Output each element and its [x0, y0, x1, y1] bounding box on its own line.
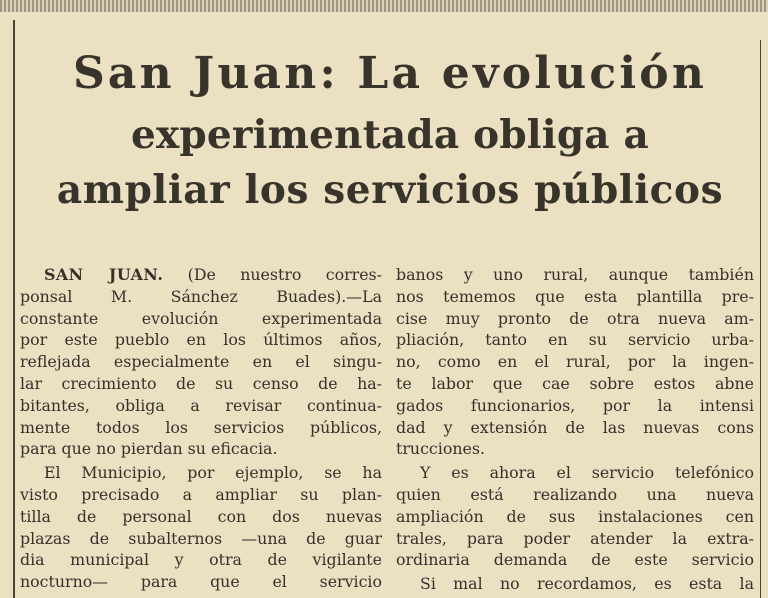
body-line: constante evolución experimentada	[20, 308, 382, 328]
body-line: ampliación de sus instalaciones cen	[396, 506, 754, 526]
article-column-right	[396, 264, 754, 595]
body-line: mente todos los servicios públicos,	[20, 417, 382, 437]
body-line: trucciones.	[396, 439, 485, 459]
body-line: trales, para poder atender la extra-	[396, 528, 754, 548]
top-border-band	[0, 0, 768, 12]
body-line: quien está realizando una nueva	[396, 484, 754, 504]
body-line: no, como en el rural, por la ingen-	[396, 352, 754, 372]
body-line: por este pueblo en los últimos años,	[20, 330, 382, 350]
body-line: visto precisado a ampliar su plan-	[20, 484, 382, 504]
body-line: dad y extensión de las nuevas cons	[396, 417, 754, 437]
article-headline	[20, 48, 760, 213]
body-line: Y es ahora el servicio telefónico	[420, 463, 754, 483]
body-line: SAN JUAN. (De nuestro corres-	[44, 265, 382, 284]
headline-line-2: experimentada obliga a	[130, 112, 650, 158]
article-column-left	[20, 264, 382, 593]
body-line: plazas de subalternos —una de guar	[20, 528, 382, 548]
body-line: bitantes, obliga a revisar continua-	[20, 395, 382, 415]
body-line: tilla de personal con dos nuevas	[20, 506, 382, 526]
body-line: reflejada especialmente en el singu-	[20, 352, 382, 372]
body-line: dia municipal y otra de vigilante	[20, 550, 382, 570]
headline-line-3: ampliar los servicios públicos	[56, 167, 724, 213]
body-line: ponsal M. Sánchez Buades).—La	[20, 286, 382, 306]
right-column-rule	[760, 40, 761, 598]
body-line: nos tememos que esta plantilla pre-	[396, 286, 754, 306]
body-line: El Municipio, por ejemplo, se ha	[44, 463, 382, 483]
body-line: lar crecimiento de su censo de ha-	[20, 373, 382, 393]
body-line: ordinaria demanda de este servicio	[396, 550, 754, 570]
body-line: te labor que cae sobre estos abne	[396, 373, 754, 393]
dateline: SAN JUAN.	[44, 265, 164, 284]
body-line: Si mal no recordamos, es esta la	[420, 574, 754, 594]
body-line: pliación, tanto en su servicio urba-	[396, 330, 754, 350]
body-line: cise muy pronto de otra nueva am-	[396, 308, 754, 328]
body-line: gados funcionarios, por la intensi	[396, 395, 754, 415]
body-line: nocturno— para que el servicio	[20, 572, 382, 592]
body-line: banos y uno rural, aunque también	[396, 265, 754, 284]
body-line: para que no pierdan su eficacia.	[20, 439, 278, 459]
headline-line-1: San Juan: La evolución	[72, 48, 708, 99]
left-column-rule	[13, 20, 15, 598]
